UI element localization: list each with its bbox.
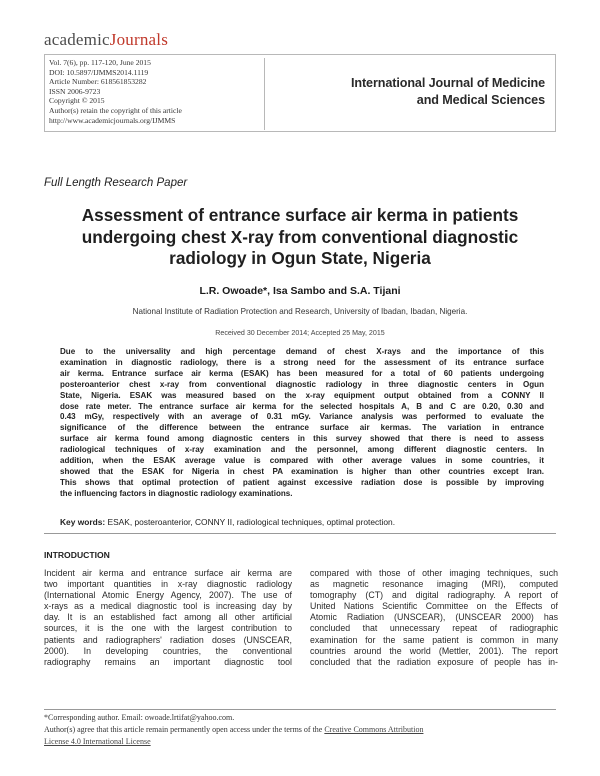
body-line: (International Atomic Energy Agency, 2007). The use of — [44, 590, 292, 601]
abstract-line: This shows that optimal protection of patient against excessive radiation dose is possible by improving — [60, 477, 544, 487]
body-line: concluded that the radiation exposure of people has in- — [310, 656, 558, 667]
abstract-line: radiological techniques of x-ray examination and the personnel, among different diagnostic centers. In — [60, 445, 544, 455]
journal-title-line1: International Journal of Medicine — [350, 76, 545, 90]
abstract — [60, 347, 544, 500]
abstract-line: posteroanterior chest x-ray from conventional diagnostic radiology in three diagnostic centers in Ogun — [60, 379, 544, 389]
license-line — [44, 724, 556, 736]
body-line: compared with those of other imaging techniques, such — [310, 568, 558, 578]
publisher-logo — [44, 30, 168, 50]
title-line: radiology in Ogun State, Nigeria — [169, 248, 431, 268]
body-column-left — [44, 568, 292, 668]
license-link-continued[interactable]: License 4.0 International License — [44, 737, 151, 746]
body-line: tomography (CT) and digital radiography. A report of — [310, 590, 558, 601]
meta-volume: Vol. 7(6), pp. 117-120, June 2015 — [49, 58, 151, 67]
abstract-line: dose rate meter. The entrance surface air kerma for the selected hospitals A, B and C are 0.20, 0.30 and — [60, 401, 544, 411]
meta-issn: ISSN 2006-9723 — [49, 86, 101, 96]
corresponding-author: *Corresponding author. Email: owoade.lrtifat@yahoo.com. — [44, 713, 235, 722]
body-line: day. It is an established fact among all other artificial — [44, 612, 292, 623]
license-text: Author(s) agree that this article remain permanently open access under the terms of the — [44, 725, 325, 734]
abstract-line: State, Nigeria. ESAK was measured based on the x-ray equipment output obtained from a CONNY II — [60, 390, 544, 400]
abstract-line: the influencing factors in diagnostic radiology examinations. — [60, 488, 293, 498]
keywords-text: ESAK, posteroanterior, CONNY II, radiological techniques, optimal protection. — [105, 517, 396, 527]
abstract-line: air kerma. Entrance surface air kerma (ESAK) has been measured for a total of 60 patients undergoing — [60, 368, 544, 378]
affiliation: National Institute of Radiation Protection and Research, University of Ibadan, Ibadan, Nigeria. — [132, 307, 468, 316]
abstract-line: surface air kerma found among diagnostic centers in this survey showed that there is need to assess — [60, 434, 544, 444]
divider — [44, 533, 556, 534]
keywords-label: Key words: — [60, 517, 106, 527]
abstract-line: Due to the universality and high percentage demand of chest X-rays and the importance of this — [60, 347, 544, 356]
body-line: examination for the same patient is common in many — [310, 634, 558, 645]
abstract-line: showed that the ESAK for Nigeria in chest PA examination is higher than other countries except Iran. — [60, 466, 544, 476]
license-line — [44, 736, 556, 748]
authors: L.R. Owoade*, Isa Sambo and S.A. Tijani — [199, 285, 401, 297]
title-line: Assessment of entrance surface air kerma in patients — [81, 205, 519, 225]
title-line: undergoing chest X-ray from conventional diagnostic — [81, 226, 519, 247]
publisher-logo-part1: academic — [44, 30, 110, 49]
section-heading: INTRODUCTION — [44, 550, 110, 560]
license-link[interactable]: Creative Commons Attribution — [324, 725, 424, 734]
article-meta-box — [44, 54, 556, 132]
abstract-line: significance of the difference between the entrance surface air kermas. The variation in entrance — [60, 423, 544, 433]
meta-doi: DOI: 10.5897/IJMMS2014.1119 — [49, 67, 149, 77]
body-line: United Nations Scientific Committee on the Effects of — [310, 601, 558, 612]
article-meta — [49, 58, 265, 130]
journal-title — [351, 75, 545, 109]
footnote-divider — [44, 709, 556, 710]
abstract-line: examination in diagnostic radiology, there is a strong need for the assessment of its entrance surface — [60, 357, 544, 367]
journal-title-line2: and Medical Sciences — [416, 93, 545, 107]
body-line: 2000). In developing countries, the conventional — [44, 645, 292, 656]
paper-title — [40, 205, 560, 270]
meta-copyright: Copyright © 2015 — [49, 96, 105, 106]
footnote — [44, 712, 556, 748]
abstract-line: 0.43 mGy, respectively with an average of 0.31 mGy. Variance analysis was performed to evaluate the — [60, 412, 544, 422]
body-line: radiography remains an important diagnostic tool — [44, 656, 292, 667]
meta-article-number: Article Number: 618561853282 — [49, 77, 147, 87]
body-line: concluded that unnecessary repeat of radiographic — [310, 623, 558, 634]
publisher-logo-part2: Journals — [109, 30, 169, 49]
body-line: patients and radiographers' radiation doses (UNSCEAR, — [44, 634, 292, 645]
meta-url[interactable]: http://www.academicjournals.org/IJMMS — [49, 115, 176, 125]
body-line: x-rays as a medical diagnostic tool is increasing day by — [44, 601, 292, 612]
body-line: as magnetic resonance imaging (MRI), computed — [310, 579, 558, 590]
body-line: sources, it is the one with the largest contribution to — [44, 623, 292, 634]
abstract-line: addition, when the ESAK average value is compared with other average values in some countries, it — [60, 456, 544, 466]
meta-rights: Author(s) retain the copyright of this article — [49, 105, 182, 115]
body-line: countries around the world (Mettler, 2001). The report — [310, 645, 558, 656]
body-column-right — [310, 568, 558, 668]
keywords — [60, 517, 395, 527]
body-line: Atomic Radiation (UNSCEAR), (UNSCEAR 2000) has — [310, 612, 558, 623]
paper-type: Full Length Research Paper — [44, 177, 188, 189]
body-line: two important quantities in x-ray diagnostic radiology — [44, 579, 292, 590]
body-line: Incident air kerma and entrance surface air kerma are — [44, 568, 292, 578]
received-date: Received 30 December 2014; Accepted 25 May, 2015 — [215, 329, 385, 337]
